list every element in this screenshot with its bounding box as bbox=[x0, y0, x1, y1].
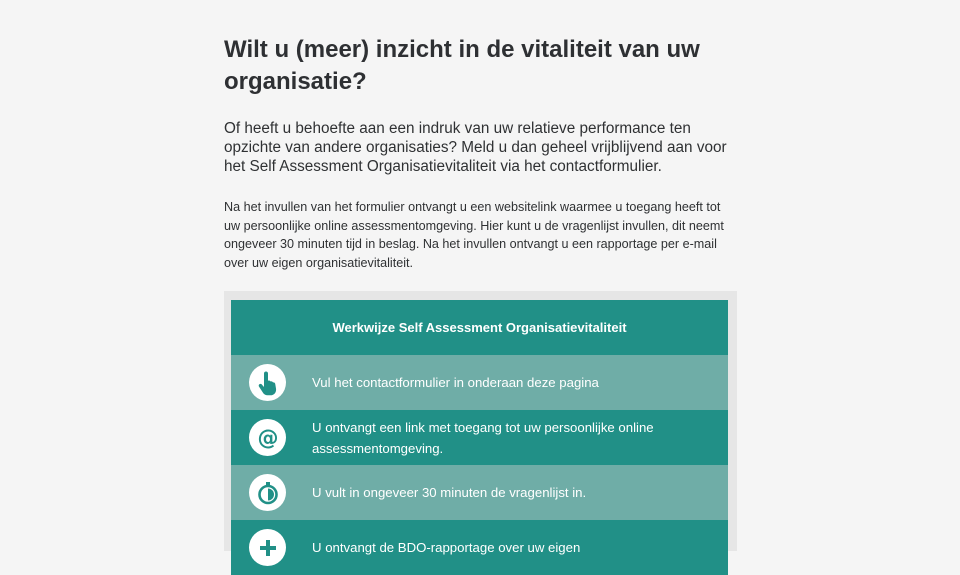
step-text: Vul het contactformulier in onderaan deze pagina bbox=[312, 375, 599, 390]
process-panel-inner bbox=[231, 300, 728, 575]
page-title: Wilt u (meer) inzicht in de vitaliteit van uw organisatie? bbox=[224, 36, 700, 95]
step-text: U ontvangt de BDO-rapportage over uw eigen bbox=[312, 540, 581, 555]
svg-text:@: @ bbox=[257, 425, 278, 450]
process-step-2 bbox=[231, 410, 728, 465]
at-sign-icon bbox=[249, 419, 286, 456]
step-text: U ontvangt een link met toegang tot uw persoonlijke online assessmentomgeving. bbox=[312, 419, 654, 456]
process-step-4 bbox=[231, 520, 728, 575]
process-step-1 bbox=[231, 355, 728, 410]
hand-pointer-icon bbox=[249, 364, 286, 401]
article-content bbox=[224, 34, 738, 273]
process-panel-title: Werkwijze Self Assessment Organisatievitaliteit bbox=[231, 300, 728, 355]
intro-paragraph: Of heeft u behoefte aan een indruk van uw relatieve performance ten opzichte van andere organisaties? Meld u dan geheel vrijblijvend aan voor het Self Assessment Organisatievitaliteit via het contactformulier. bbox=[224, 120, 727, 175]
process-step-3 bbox=[231, 465, 728, 520]
plus-icon bbox=[249, 529, 286, 566]
body-paragraph: Na het invullen van het formulier ontvangt u een websitelink waarmee u toegang heeft tot uw persoonlijke online assessmentomgeving. Hier kunt u de vragenlijst invullen, dit neemt ongeveer 30 minuten tijd in beslag. Na het invullen ontvangt u een rapportage per e-mail over uw eigen organisatievitaliteit. bbox=[224, 200, 724, 271]
process-panel bbox=[224, 291, 737, 555]
stopwatch-icon bbox=[249, 474, 286, 511]
step-text: U vult in ongeveer 30 minuten de vragenlijst in. bbox=[312, 485, 587, 500]
